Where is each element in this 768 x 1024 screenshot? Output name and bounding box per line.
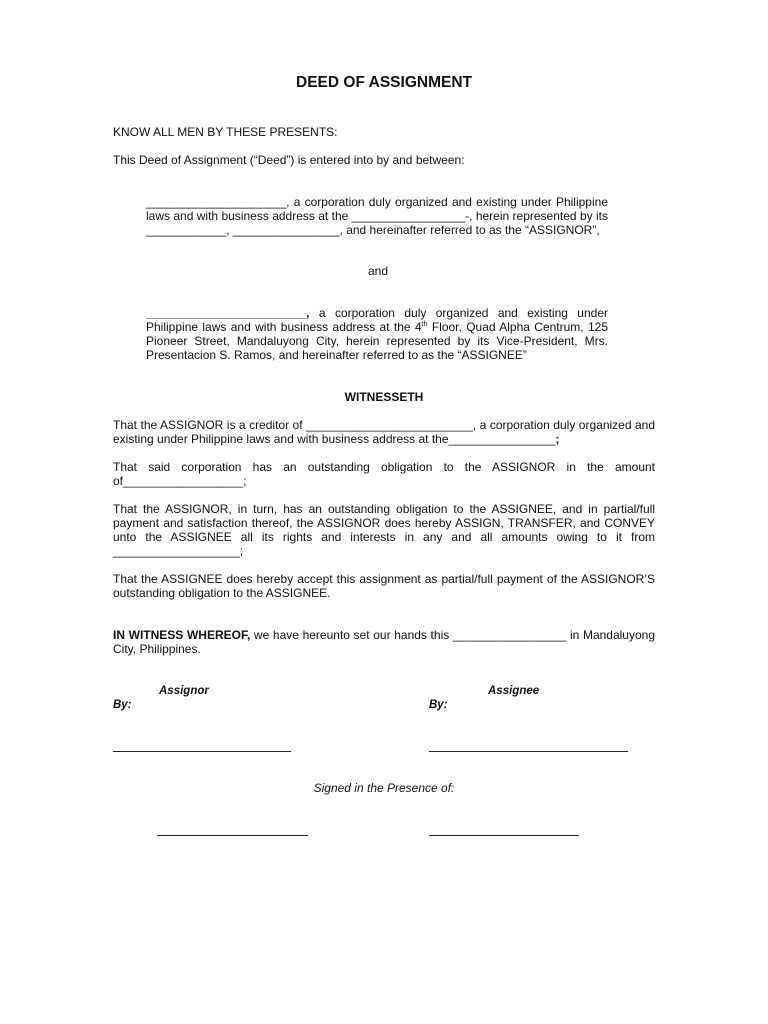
assignor-party-paragraph: _____________________, a corporation duly organized and existing under Philippine laws and with business address at the _________________-, herein represented by its ____________, ________________, and hereinafter referred to as the “ASSIGNOR”,: [146, 195, 608, 237]
assignee-by-label: By:: [429, 699, 448, 711]
assignment-paragraph: That the ASSIGNOR, in turn, has an outstanding obligation to the ASSIGNEE, and in partial/full payment and satisfaction thereof, the ASSIGNOR does hereby ASSIGN, TRANSFER, and CONVEY unto the ASSIGNEE all its rights and interests in any and all amounts owing to it from ___________________;: [113, 502, 655, 558]
creditor-paragraph: [113, 418, 655, 446]
assignee-name-blank: ________________________,: [146, 306, 310, 320]
acceptance-paragraph: That the ASSIGNEE does hereby accept this assignment as partial/full payment of the ASSIGNOR’S outstanding obligation to the ASSIGNEE.: [113, 572, 655, 600]
assignor-signature-line: [113, 751, 291, 752]
witnesseth-heading: WITNESSETH: [344, 390, 424, 404]
assignee-party-paragraph: [146, 306, 608, 362]
in-witness-text: we have hereunto set our hands this _________________ in Mandaluyong City, Philippines.: [113, 628, 655, 656]
in-witness-paragraph: [113, 628, 655, 656]
creditor-end: ;: [555, 432, 560, 446]
ordinal-superscript: th: [421, 321, 428, 328]
document-title: DEED OF ASSIGNMENT: [296, 74, 472, 91]
assignee-text-part2: Floor, Quad Alpha Centrum, 125 Pioneer Street, Mandaluyong City, herein represented by its Vice-President, Mrs. Presentacion S. Ramos, and hereinafter referred to as the “ASSIGNEE”: [146, 320, 609, 362]
assignee-signature-label: Assignee: [488, 685, 540, 697]
assignor-signature-label: Assignor: [159, 685, 209, 697]
presence-heading: Signed in the Presence of:: [313, 781, 455, 795]
assignor-by-label: By:: [113, 699, 132, 711]
obligation-paragraph: That said corporation has an outstanding obligation to the ASSIGNOR in the amount of__________________;: [113, 460, 655, 488]
intro-paragraph: This Deed of Assignment (“Deed”) is entered into by and between:: [113, 153, 465, 167]
in-witness-heading: IN WITNESS WHEREOF,: [113, 628, 251, 642]
know-all-heading: KNOW ALL MEN BY THESE PRESENTS:: [113, 125, 338, 139]
assignee-text-part1: a corporation duly organized and existing under Philippine laws and with business address at the 4: [146, 306, 608, 334]
assignee-signature-line: [429, 751, 628, 752]
witness-signature-line-left: [157, 835, 308, 836]
creditor-text: That the ASSIGNOR is a creditor of _________________________, a corporation duly organized and existing under Philippine laws and with business address at the________________: [113, 418, 655, 446]
and-connector: and: [367, 264, 389, 278]
witness-signature-line-right: [429, 835, 579, 836]
